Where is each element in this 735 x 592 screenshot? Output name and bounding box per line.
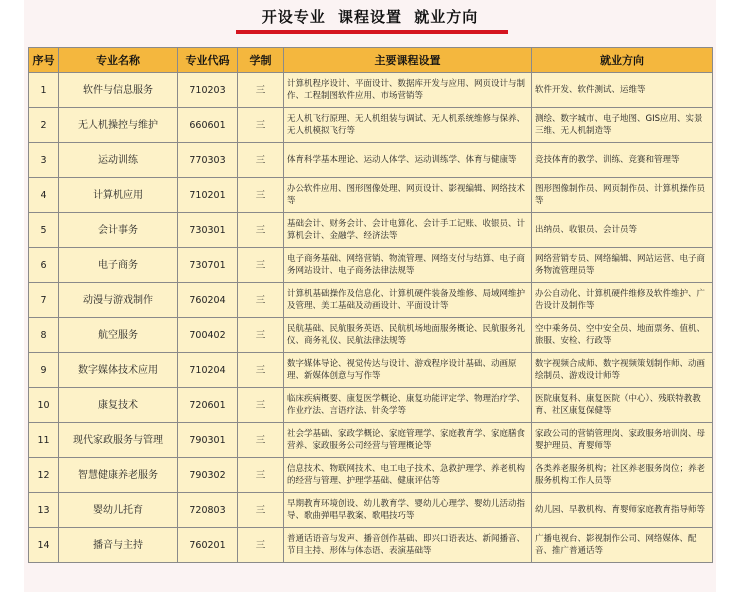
career-direction: 竞技体育的教学、训练、竞赛和管理等 bbox=[532, 143, 713, 178]
main-courses: 基础会计、财务会计、会计电算化、会计手工记账、收银员、计算机会计、金融学、经济法等 bbox=[284, 213, 532, 248]
career-direction: 家政公司的营销管理岗、家政服务培训岗、母婴护理员、育婴师等 bbox=[532, 423, 713, 458]
study-years: 三 bbox=[238, 458, 284, 493]
study-years: 三 bbox=[238, 528, 284, 563]
row-number: 9 bbox=[29, 353, 59, 388]
major-name: 智慧健康养老服务 bbox=[59, 458, 178, 493]
header-jobs: 就业方向 bbox=[532, 48, 713, 73]
row-number: 14 bbox=[29, 528, 59, 563]
table-row bbox=[29, 458, 713, 493]
main-courses: 办公软件应用、图形图像处理、网页设计、影视编辑、网络技术等 bbox=[284, 178, 532, 213]
table-row bbox=[29, 318, 713, 353]
major-code: 760204 bbox=[178, 283, 238, 318]
row-number: 13 bbox=[29, 493, 59, 528]
study-years: 三 bbox=[238, 353, 284, 388]
row-number: 5 bbox=[29, 213, 59, 248]
header-years: 学制 bbox=[238, 48, 284, 73]
study-years: 三 bbox=[238, 423, 284, 458]
major-code: 710201 bbox=[178, 178, 238, 213]
table-row bbox=[29, 108, 713, 143]
career-direction: 图形图像制作员、网页制作员、计算机操作员等 bbox=[532, 178, 713, 213]
major-code: 720601 bbox=[178, 388, 238, 423]
row-number: 12 bbox=[29, 458, 59, 493]
major-code: 720803 bbox=[178, 493, 238, 528]
major-name: 计算机应用 bbox=[59, 178, 178, 213]
career-direction: 各类养老服务机构；社区养老服务岗位；养老服务机构工作人员等 bbox=[532, 458, 713, 493]
header-no: 序号 bbox=[29, 48, 59, 73]
study-years: 三 bbox=[238, 388, 284, 423]
table-row bbox=[29, 528, 713, 563]
major-name: 无人机操控与维护 bbox=[59, 108, 178, 143]
career-direction: 数字视频合成师、数字视频策划制作师、动画绘制员、游戏设计师等 bbox=[532, 353, 713, 388]
career-direction: 软件开发、软件测试、运维等 bbox=[532, 73, 713, 108]
major-code: 790301 bbox=[178, 423, 238, 458]
table-row bbox=[29, 178, 713, 213]
major-name: 软件与信息服务 bbox=[59, 73, 178, 108]
study-years: 三 bbox=[238, 178, 284, 213]
major-code: 700402 bbox=[178, 318, 238, 353]
study-years: 三 bbox=[238, 73, 284, 108]
row-number: 6 bbox=[29, 248, 59, 283]
main-courses: 民航基础、民航服务英语、民航机场地面服务概论、民航服务礼仪、商务礼仪、民航法律法规等 bbox=[284, 318, 532, 353]
table-row bbox=[29, 73, 713, 108]
table-header-row bbox=[29, 48, 713, 73]
main-courses: 无人机飞行原理、无人机组装与调试、无人机系统维修与保养、无人机模拟飞行等 bbox=[284, 108, 532, 143]
row-number: 7 bbox=[29, 283, 59, 318]
main-courses: 临床疾病概要、康复医学概论、康复功能评定学、物理治疗学、作业疗法、言语疗法、针灸学等 bbox=[284, 388, 532, 423]
header-code: 专业代码 bbox=[178, 48, 238, 73]
main-courses: 数字媒体导论、视觉传达与设计、游戏程序设计基础、动画原理、新媒体创意与写作等 bbox=[284, 353, 532, 388]
major-name: 现代家政服务与管理 bbox=[59, 423, 178, 458]
major-name: 数字媒体技术应用 bbox=[59, 353, 178, 388]
table-row bbox=[29, 213, 713, 248]
header-courses: 主要课程设置 bbox=[284, 48, 532, 73]
study-years: 三 bbox=[238, 143, 284, 178]
row-number: 4 bbox=[29, 178, 59, 213]
row-number: 1 bbox=[29, 73, 59, 108]
major-name: 航空服务 bbox=[59, 318, 178, 353]
main-courses: 电子商务基础、网络营销、物流管理、网络支付与结算、电子商务网站设计、电子商务法律法规等 bbox=[284, 248, 532, 283]
study-years: 三 bbox=[238, 248, 284, 283]
study-years: 三 bbox=[238, 318, 284, 353]
study-years: 三 bbox=[238, 283, 284, 318]
major-code: 730701 bbox=[178, 248, 238, 283]
table-row bbox=[29, 423, 713, 458]
page-title: 开设专业 课程设置 就业方向 bbox=[261, 8, 479, 26]
main-courses: 体育科学基本理论、运动人体学、运动训练学、体育与健康等 bbox=[284, 143, 532, 178]
study-years: 三 bbox=[238, 493, 284, 528]
main-courses: 普通话语音与发声、播音创作基础、即兴口语表达、新闻播音、节目主持、形体与体态语、表演基础等 bbox=[284, 528, 532, 563]
row-number: 10 bbox=[29, 388, 59, 423]
title-underline bbox=[236, 30, 508, 34]
header-name: 专业名称 bbox=[59, 48, 178, 73]
major-code: 770303 bbox=[178, 143, 238, 178]
major-name: 会计事务 bbox=[59, 213, 178, 248]
career-direction: 医院康复科、康复医院（中心）、残联特教教育、社区康复保健等 bbox=[532, 388, 713, 423]
major-code: 790302 bbox=[178, 458, 238, 493]
table-row bbox=[29, 248, 713, 283]
major-code: 660601 bbox=[178, 108, 238, 143]
main-courses: 计算机程序设计、平面设计、数据库开发与应用、网页设计与制作、工程制图软件应用、市场营销等 bbox=[284, 73, 532, 108]
row-number: 3 bbox=[29, 143, 59, 178]
major-code: 730301 bbox=[178, 213, 238, 248]
major-name: 电子商务 bbox=[59, 248, 178, 283]
study-years: 三 bbox=[238, 213, 284, 248]
career-direction: 幼儿园、早教机构、育婴师家庭教育指导师等 bbox=[532, 493, 713, 528]
majors-table bbox=[28, 47, 713, 563]
page-frame bbox=[24, 0, 716, 592]
career-direction: 网络营销专员、网络编辑、网站运营、电子商务物流管理员等 bbox=[532, 248, 713, 283]
table-row bbox=[29, 388, 713, 423]
row-number: 2 bbox=[29, 108, 59, 143]
career-direction: 出纳员、收银员、会计员等 bbox=[532, 213, 713, 248]
row-number: 11 bbox=[29, 423, 59, 458]
table-row bbox=[29, 283, 713, 318]
major-name: 运动训练 bbox=[59, 143, 178, 178]
career-direction: 广播电视台、影视制作公司、网络媒体、配音、推广普通话等 bbox=[532, 528, 713, 563]
table-row bbox=[29, 493, 713, 528]
main-courses: 计算机基础操作及信息化、计算机硬件装备及维修、局域网维护及管理、美工基础及动画设计、平面设计等 bbox=[284, 283, 532, 318]
major-name: 播音与主持 bbox=[59, 528, 178, 563]
major-code: 760201 bbox=[178, 528, 238, 563]
career-direction: 办公自动化、计算机硬件维修及软件维护、广告设计及制作等 bbox=[532, 283, 713, 318]
table-row bbox=[29, 353, 713, 388]
major-name: 康复技术 bbox=[59, 388, 178, 423]
main-courses: 信息技术、物联网技术、电工电子技术、急救护理学、养老机构的经营与管理、护理学基础、健康评估等 bbox=[284, 458, 532, 493]
major-name: 动漫与游戏制作 bbox=[59, 283, 178, 318]
main-courses: 早期教育环境创设、幼儿教育学、婴幼儿心理学、婴幼儿活动指导、歌曲弹唱早教案、歌唱技巧等 bbox=[284, 493, 532, 528]
table-row bbox=[29, 143, 713, 178]
career-direction: 测绘、数字城市、电子地图、GIS应用、实景三维、无人机制造等 bbox=[532, 108, 713, 143]
career-direction: 空中乘务员、空中安全员、地面票务、值机、旅服、安检、行政等 bbox=[532, 318, 713, 353]
major-code: 710204 bbox=[178, 353, 238, 388]
row-number: 8 bbox=[29, 318, 59, 353]
study-years: 三 bbox=[238, 108, 284, 143]
major-name: 婴幼儿托育 bbox=[59, 493, 178, 528]
main-courses: 社会学基础、家政学概论、家庭管理学、家庭教育学、家庭膳食营养、家政服务公司经营与管理概论等 bbox=[284, 423, 532, 458]
major-code: 710203 bbox=[178, 73, 238, 108]
